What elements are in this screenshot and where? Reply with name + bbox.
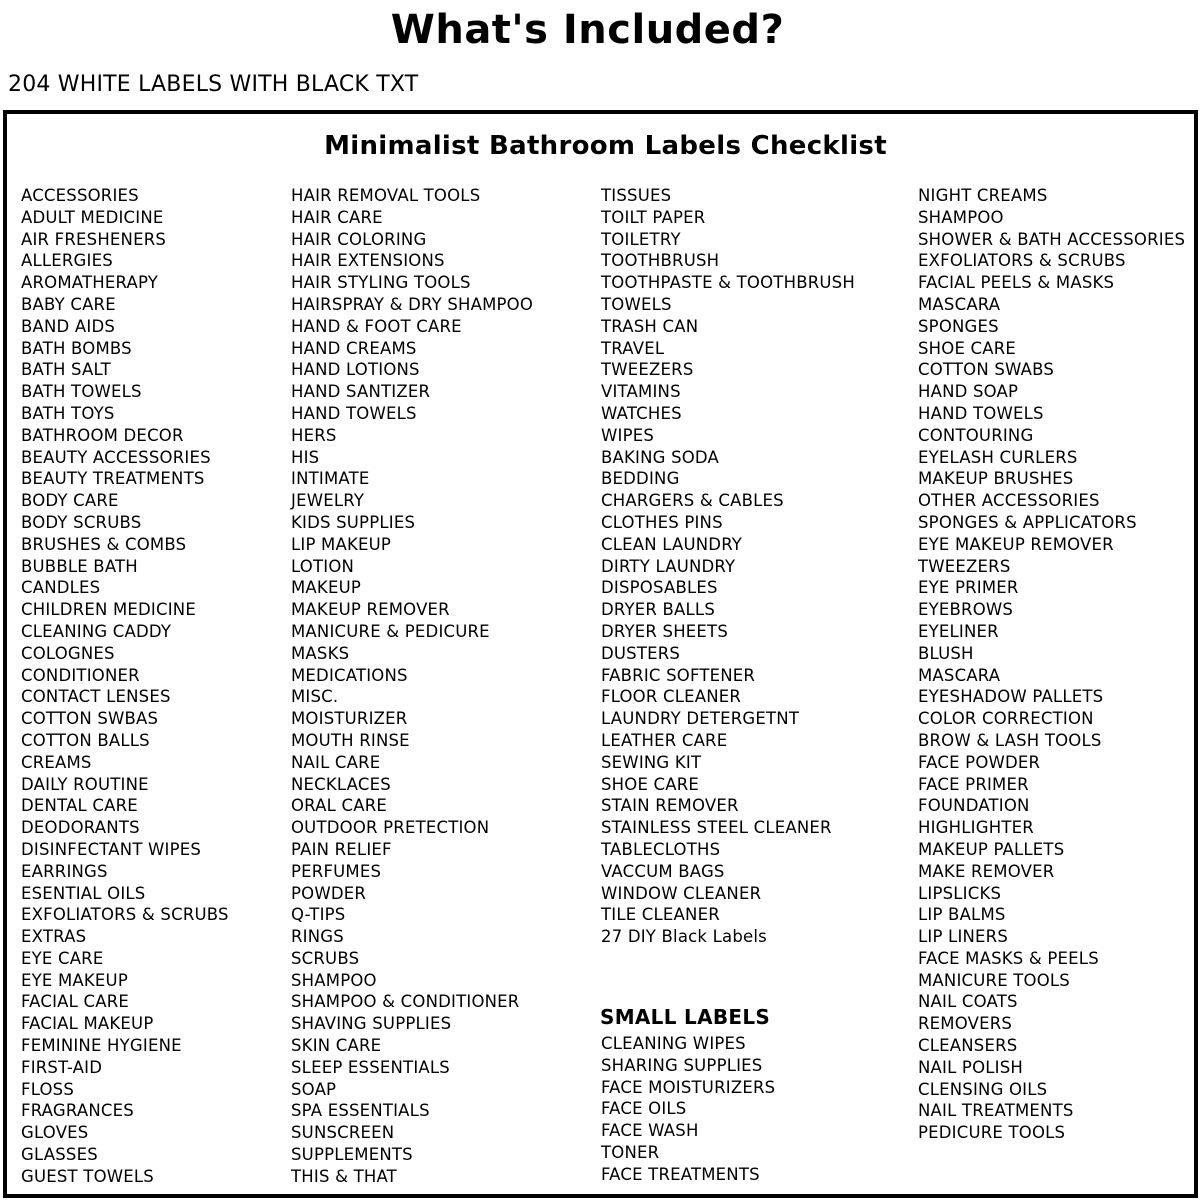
label-item: NAIL TREATMENTS (918, 1101, 1074, 1121)
label-item: HAIR STYLING TOOLS (291, 273, 471, 293)
label-item: HAND SOAP (918, 382, 1019, 402)
label-item: NECKLACES (291, 774, 391, 794)
label-item: BODY CARE (21, 491, 119, 511)
label-item: LIPSLICKS (918, 883, 1002, 903)
label-item: TRAVEL (601, 338, 665, 358)
label-item: LIP LINERS (918, 927, 1009, 947)
label-item: CLENSING OILS (918, 1079, 1048, 1099)
label-item: FACIAL MAKEUP (21, 1014, 154, 1034)
label-item: BATHROOM DECOR (21, 425, 184, 445)
label-item: DAILY ROUTINE (21, 774, 149, 794)
label-item: COTTON SWBAS (21, 709, 159, 729)
label-item: DEODORANTS (21, 818, 140, 838)
label-item: REMOVERS (918, 1014, 1013, 1034)
label-item: ACCESSORIES (21, 186, 139, 205)
label-item: EXTRAS (21, 927, 87, 947)
label-item: VITAMINS (601, 382, 681, 402)
label-item: EYEBROWS (918, 600, 1014, 620)
label-item: BEDDING (601, 469, 680, 489)
label-item: EYESHADOW PALLETS (918, 687, 1104, 707)
label-item: NAIL CARE (291, 752, 381, 772)
label-item: LIP MAKEUP (291, 534, 392, 554)
label-item: TILE CLEANER (601, 905, 720, 925)
label-item: TOWELS (601, 294, 672, 314)
label-item: PERFUMES (291, 861, 382, 881)
label-item: LAUNDRY DETERGETNT (601, 709, 800, 729)
label-item: SOAP (291, 1079, 337, 1099)
label-item: AROMATHERAPY (21, 273, 159, 293)
label-item: TWEEZERS (918, 556, 1011, 576)
label-item: SHAMPOO & CONDITIONER (291, 992, 520, 1012)
label-item: CLEANSERS (918, 1036, 1018, 1056)
label-item: MAKE REMOVER (918, 861, 1055, 881)
label-item: MAKEUP REMOVER (291, 600, 450, 620)
label-item: THIS & THAT (291, 1166, 397, 1186)
label-item: HAIR CARE (291, 207, 383, 227)
label-item: COTTON SWABS (918, 360, 1055, 380)
label-item: CONTACT LENSES (21, 687, 171, 707)
label-item: FLOSS (21, 1079, 75, 1099)
label-item: TOILT PAPER (601, 207, 706, 227)
label-item: ESENTIAL OILS (21, 883, 146, 903)
label-item: BLUSH (918, 643, 974, 663)
label-item: TOOTHBRUSH (601, 251, 720, 271)
label-item: FIRST-AID (21, 1057, 103, 1077)
label-item: OTHER ACCESSORIES (918, 491, 1100, 511)
label-item: SCRUBS (291, 948, 360, 968)
label-item: NAIL COATS (918, 992, 1018, 1012)
label-item: MOUTH RINSE (291, 730, 410, 750)
label-item: SUPPLEMENTS (291, 1145, 413, 1165)
label-item: SEWING KIT (601, 752, 702, 772)
label-item: HAND LOTIONS (291, 360, 420, 380)
label-item: FACE POWDER (918, 752, 1041, 772)
label-item: MASKS (291, 643, 350, 663)
label-item: BUBBLE BATH (21, 556, 138, 576)
label-item: WIPES (601, 425, 655, 445)
label-item: FABRIC SOFTENER (601, 665, 756, 685)
label-item: BAND AIDS (21, 316, 116, 336)
label-item: FACE MOISTURIZERS (601, 1077, 776, 1097)
label-item: FACE PRIMER (918, 774, 1029, 794)
label-item: CONDITIONER (21, 665, 140, 685)
label-item: BODY SCRUBS (21, 512, 142, 532)
label-item: ORAL CARE (291, 796, 388, 816)
label-item: BROW & LASH TOOLS (918, 730, 1102, 750)
label-item: EYE MAKEUP (21, 970, 128, 990)
label-item: DENTAL CARE (21, 796, 138, 816)
label-item: BAKING SODA (601, 447, 720, 467)
label-item: PAIN RELIEF (291, 839, 392, 859)
label-item: MAKEUP PALLETS (918, 839, 1065, 859)
label-item: EYE MAKEUP REMOVER (918, 534, 1114, 554)
label-item: BATH BOMBS (21, 338, 132, 358)
label-item: MANICURE & PEDICURE (291, 621, 490, 641)
label-item: HAIR REMOVAL TOOLS (291, 186, 481, 205)
label-item: FLOOR CLEANER (601, 687, 742, 707)
label-item: HAND CREAMS (291, 338, 417, 358)
label-item: BATH TOWELS (21, 382, 142, 402)
label-item: FACIAL PEELS & MASKS (918, 273, 1115, 293)
label-item: HAIR EXTENSIONS (291, 251, 445, 271)
label-item: SPONGES & APPLICATORS (918, 512, 1137, 532)
label-item: SLEEP ESSENTIALS (291, 1057, 450, 1077)
small-labels-list (601, 1033, 775, 1186)
label-item: BRUSHES & COMBS (21, 534, 187, 554)
label-item: FACE MASKS & PEELS (918, 948, 1099, 968)
label-item: SHOE CARE (601, 774, 700, 794)
label-item: COTTON BALLS (21, 730, 150, 750)
label-item: POWDER (291, 883, 367, 903)
label-item: TONER (601, 1142, 660, 1162)
label-item: BEAUTY TREATMENTS (21, 469, 205, 489)
label-item: MISC. (291, 687, 339, 707)
checklist-title: Minimalist Bathroom Labels Checklist (324, 131, 887, 161)
label-item: AIR FRESHENERS (21, 229, 167, 249)
checklist-column-1 (21, 185, 229, 1188)
label-item: CLOTHES PINS (601, 512, 723, 532)
label-item: TISSUES (601, 186, 672, 205)
label-item: DRYER SHEETS (601, 621, 729, 641)
label-item: TABLECLOTHS (601, 839, 721, 859)
label-item: WATCHES (601, 403, 682, 423)
label-item: BATH SALT (21, 360, 111, 380)
label-item: EXFOLIATORS & SCRUBS (21, 905, 229, 925)
label-item: TWEEZERS (601, 360, 694, 380)
label-item: DRYER BALLS (601, 600, 715, 620)
label-item: ALLERGIES (21, 251, 113, 271)
label-item: EARRINGS (21, 861, 108, 881)
label-item: GUEST TOWELS (21, 1166, 154, 1186)
label-item: COLOGNES (21, 643, 115, 663)
label-item: HIGHLIGHTER (918, 818, 1034, 838)
checklist-column-3 (601, 185, 855, 948)
label-item: FRAGRANCES (21, 1101, 134, 1121)
label-item: FACE TREATMENTS (601, 1164, 760, 1184)
label-item: FOUNDATION (918, 796, 1030, 816)
label-item: ADULT MEDICINE (21, 207, 164, 227)
label-item: CHILDREN MEDICINE (21, 600, 196, 620)
label-item: HERS (291, 425, 337, 445)
label-item: TRASH CAN (601, 316, 699, 336)
label-item: INTIMATE (291, 469, 370, 489)
label-item: SKIN CARE (291, 1036, 382, 1056)
label-item: NAIL POLISH (918, 1057, 1024, 1077)
checklist-box (3, 110, 1198, 1198)
label-item: MAKEUP (291, 578, 361, 598)
label-item: CHARGERS & CABLES (601, 491, 784, 511)
label-item: PEDICURE TOOLS (918, 1123, 1066, 1143)
label-item: LIP BALMS (918, 905, 1006, 925)
label-item: SHAVING SUPPLIES (291, 1014, 452, 1034)
small-labels-heading: SMALL LABELS (600, 1005, 771, 1029)
label-item: CLEAN LAUNDRY (601, 534, 743, 554)
label-item: CLEANING WIPES (601, 1034, 746, 1053)
label-item: 27 DIY Black Labels (601, 927, 767, 947)
label-item: FACE OILS (601, 1099, 687, 1119)
checklist-column-2 (291, 185, 533, 1188)
label-item: CANDLES (21, 578, 101, 598)
label-item: EYE PRIMER (918, 578, 1019, 598)
label-item: MEDICATIONS (291, 665, 408, 685)
label-item: Q-TIPS (291, 905, 346, 925)
label-item: STAIN REMOVER (601, 796, 739, 816)
label-item: SHARING SUPPLIES (601, 1055, 763, 1075)
label-item: CONTOURING (918, 425, 1034, 445)
label-item: HAND TOWELS (291, 403, 417, 423)
label-item: BEAUTY ACCESSORIES (21, 447, 211, 467)
page-title: What's Included? (390, 7, 785, 53)
label-item: HAND & FOOT CARE (291, 316, 462, 336)
label-item: HAND SANTIZER (291, 382, 431, 402)
label-item: COLOR CORRECTION (918, 709, 1094, 729)
label-item: SHAMPOO (918, 207, 1004, 227)
label-item: LOTION (291, 556, 355, 576)
label-item: NIGHT CREAMS (918, 186, 1048, 205)
label-item: FACIAL CARE (21, 992, 129, 1012)
label-item: MASCARA (918, 665, 1001, 685)
label-item: OUTDOOR PRETECTION (291, 818, 490, 838)
label-item: FEMININE HYGIENE (21, 1036, 182, 1056)
label-item: CLEANING CADDY (21, 621, 172, 641)
label-item: SUNSCREEN (291, 1123, 395, 1143)
label-item: TOILETRY (601, 229, 681, 249)
label-item: DISINFECTANT WIPES (21, 839, 202, 859)
label-item: HAND TOWELS (918, 403, 1044, 423)
label-item: SPA ESSENTIALS (291, 1101, 430, 1121)
label-item: TOOTHPASTE & TOOTHBRUSH (601, 273, 855, 293)
label-item: GLOVES (21, 1123, 89, 1143)
label-item: HIS (291, 447, 320, 467)
label-item: BABY CARE (21, 294, 116, 314)
label-item: SHAMPOO (291, 970, 377, 990)
label-item: SPONGES (918, 316, 999, 336)
label-item: EXFOLIATORS & SCRUBS (918, 251, 1126, 271)
label-item: DIRTY LAUNDRY (601, 556, 736, 576)
label-item: MAKEUP BRUSHES (918, 469, 1074, 489)
label-item: MANICURE TOOLS (918, 970, 1070, 990)
label-item: MASCARA (918, 294, 1001, 314)
label-item: HAIRSPRAY & DRY SHAMPOO (291, 294, 534, 314)
checklist-column-4 (918, 185, 1185, 1144)
label-item: FACE WASH (601, 1121, 699, 1141)
label-item: DUSTERS (601, 643, 681, 663)
label-item: JEWELRY (291, 491, 365, 511)
label-item: CREAMS (21, 752, 92, 772)
label-item: EYE CARE (21, 948, 104, 968)
label-item: VACCUM BAGS (601, 861, 725, 881)
label-item: RINGS (291, 927, 344, 947)
label-item: SHOWER & BATH ACCESSORIES (918, 229, 1186, 249)
label-item: MOISTURIZER (291, 709, 408, 729)
label-item: GLASSES (21, 1145, 98, 1165)
label-item: BATH TOYS (21, 403, 115, 423)
label-item: STAINLESS STEEL CLEANER (601, 818, 832, 838)
label-item: KIDS SUPPLIES (291, 512, 416, 532)
label-item: EYELASH CURLERS (918, 447, 1078, 467)
label-item: LEATHER CARE (601, 730, 728, 750)
label-item: HAIR COLORING (291, 229, 427, 249)
label-item: SHOE CARE (918, 338, 1017, 358)
page-subtitle: 204 WHITE LABELS WITH BLACK TXT (8, 72, 419, 97)
label-item: EYELINER (918, 621, 999, 641)
label-item: DISPOSABLES (601, 578, 718, 598)
label-item: WINDOW CLEANER (601, 883, 762, 903)
